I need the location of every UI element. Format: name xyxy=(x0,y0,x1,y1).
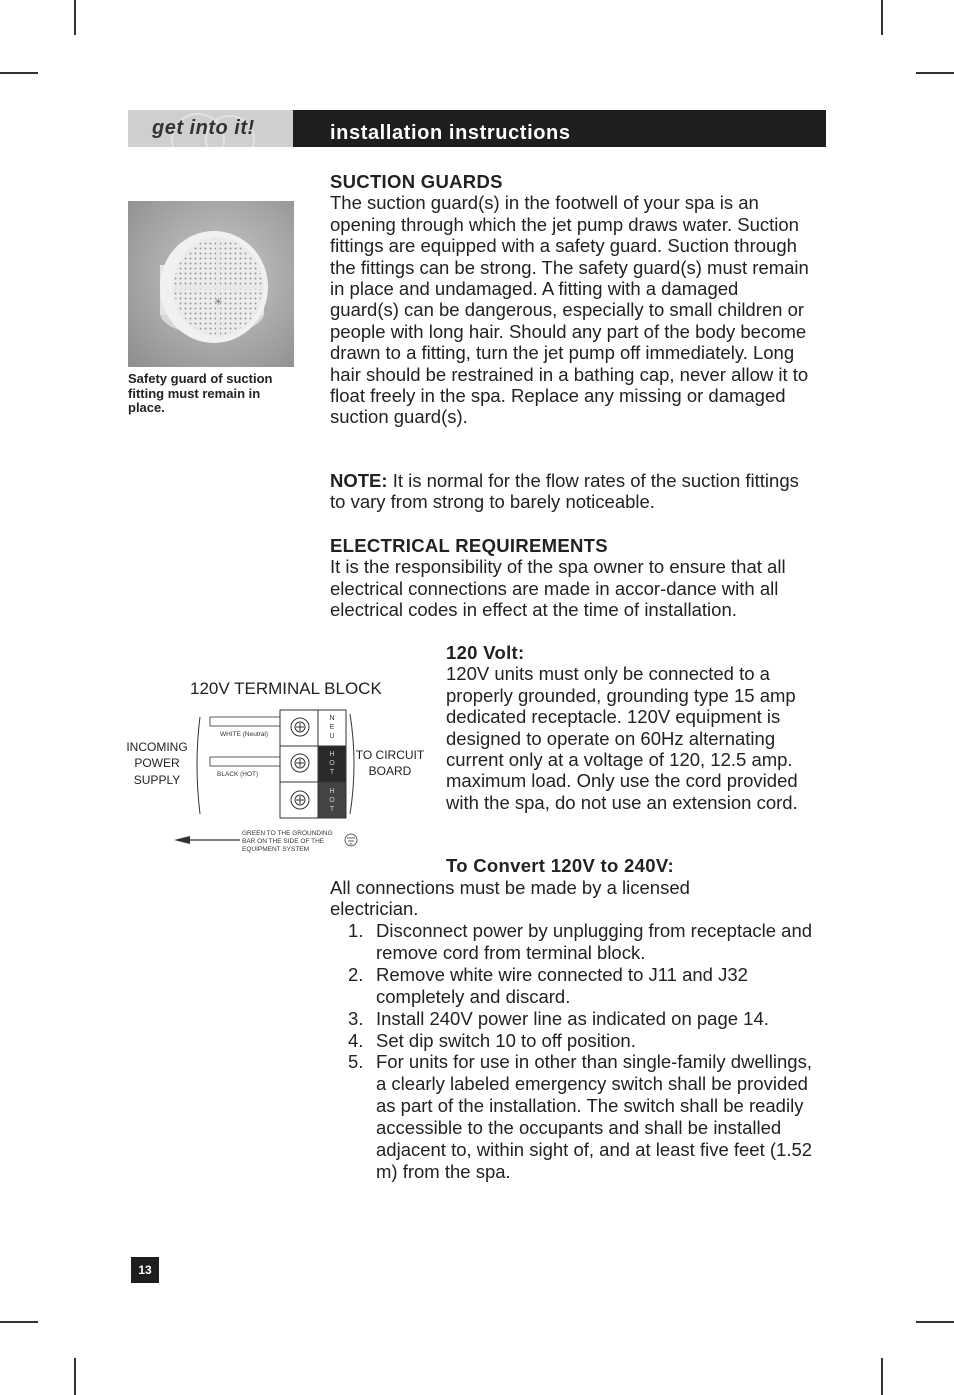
terminal-letter: T xyxy=(329,769,335,776)
terminal-letter: N xyxy=(329,715,335,722)
crop-mark xyxy=(74,0,76,35)
black-wire-label: BLACK (HOT) xyxy=(217,771,259,778)
volt120-section xyxy=(446,642,806,813)
crop-mark xyxy=(0,1321,38,1323)
diagram-title: 120V TERMINAL BLOCK xyxy=(190,679,382,698)
crop-mark xyxy=(916,1321,954,1323)
terminal-letter: H xyxy=(329,751,335,758)
terminal-letter: E xyxy=(329,724,335,731)
photo-caption: Safety guard of suction fitting must remain in place. xyxy=(128,371,273,415)
suction-guard-image xyxy=(128,201,294,367)
list-item xyxy=(330,1008,820,1030)
page-title: installation instructions xyxy=(330,122,571,144)
white-wire xyxy=(210,717,282,726)
page-title-bar xyxy=(293,110,826,147)
section-tag xyxy=(128,110,293,147)
ground-label: GREEN TO THE GROUNDING xyxy=(242,830,333,837)
note-label: NOTE: xyxy=(330,470,388,491)
note-text: It is normal for the flow rates of the suction fittings to vary from strong to barely noticeable. xyxy=(330,470,799,513)
screw-icon xyxy=(291,754,309,772)
ground-label: BAR ON THE SIDE OF THE xyxy=(242,838,325,845)
conversion-steps xyxy=(330,920,820,1183)
list-item xyxy=(330,1030,820,1052)
subsection-heading: 120 Volt: xyxy=(446,642,525,663)
suction-guards-section xyxy=(330,171,812,428)
crop-mark xyxy=(0,72,38,74)
subsection-heading: To Convert 120V to 240V: xyxy=(446,855,674,876)
note-section xyxy=(330,470,800,513)
step-number: 4. xyxy=(348,1029,364,1051)
step-number: 1. xyxy=(348,920,364,941)
section-heading: ELECTRICAL REQUIREMENTS xyxy=(330,535,608,556)
arrow-head-icon xyxy=(174,836,190,844)
black-wire xyxy=(210,757,282,766)
list-item xyxy=(330,964,820,1008)
step-text: Remove white wire connected to J11 and J32 completely and discard. xyxy=(376,963,748,1007)
to-board-label: TO CIRCUIT xyxy=(355,748,425,762)
step-number: 3. xyxy=(348,1007,364,1029)
paragraph: 120V units must only be connected to a properly grounded, grounding type 15 amp dedicated receptacle. 120V equipment is designed to operate on 60Hz alternating current only at a voltage of 120, 12.5 amp. maximum load. Only use the cord provided with the spa, do not use an extension cord. xyxy=(446,663,798,813)
step-text: Disconnect power by unplugging from receptacle and remove cord from terminal block. xyxy=(376,920,813,963)
incoming-label: POWER xyxy=(134,756,180,770)
page-number: 13 xyxy=(131,1257,159,1283)
terminal-letter: O xyxy=(329,760,335,767)
ground-symbol-icon xyxy=(345,834,357,846)
paragraph: All connections must be made by a licensed electrician. xyxy=(330,877,690,920)
step-number: 2. xyxy=(348,963,364,985)
step-text: For units for use in other than single-family dwellings, a clearly labeled emergency switch shall be provided as part of the installation. The switch shall be readily accessible to the occupants and shall be installed adjacent to, within sight of, and at least five feet (1.52 m) from the spa. xyxy=(376,1051,813,1182)
paragraph: The suction guard(s) in the footwell of your spa is an opening through which the jet pump draws water. Suction fittings are equipped with a safety guard. Suction through the fittings can be strong. The safety guard(s) must remain in place and undamaged. A fitting with a damaged guard(s) can be dangerous, especially to small children or people with long hair. Should any part of the body become drawn to a fitting, turn the jet pump off immediately. Long hair should be restrained in a bathing cap, never allow it to float freely in the spa. Replace any missing or damaged suction guard(s). xyxy=(330,192,809,428)
terminal-letter: H xyxy=(329,788,335,795)
step-text: Set dip switch 10 to off position. xyxy=(376,1029,636,1051)
screw-icon xyxy=(291,791,309,809)
terminal-letter: U xyxy=(329,733,335,740)
section-heading: SUCTION GUARDS xyxy=(330,171,503,192)
step-text: Install 240V power line as indicated on page 14. xyxy=(376,1007,769,1029)
screw-icon xyxy=(291,718,309,736)
convert-intro xyxy=(330,877,770,920)
section-tag-label: get into it! xyxy=(152,117,255,139)
note-paragraph xyxy=(330,470,800,513)
list-item xyxy=(330,920,820,964)
electrical-section xyxy=(330,535,800,621)
svg-text:✳: ✳ xyxy=(214,297,223,308)
crop-mark xyxy=(881,1358,883,1395)
convert-heading-block xyxy=(446,855,806,876)
crop-mark xyxy=(74,1358,76,1395)
list-item xyxy=(330,1051,820,1182)
suction-guard-photo xyxy=(128,201,294,367)
paragraph: It is the responsibility of the spa owner to ensure that all electrical connections are made in accor-dance with all electrical codes in effect at the time of installation. xyxy=(330,556,786,621)
crop-mark xyxy=(916,72,954,74)
terminal-letter: O xyxy=(329,797,335,804)
terminal-block-diagram xyxy=(122,672,432,862)
incoming-label: INCOMING xyxy=(126,740,188,754)
white-wire-label: WHITE (Neutral) xyxy=(220,731,269,738)
ground-label: EQUIPMENT SYSTEM xyxy=(242,846,310,853)
step-number: 5. xyxy=(348,1051,364,1073)
crop-mark xyxy=(881,0,883,35)
incoming-label: SUPPLY xyxy=(133,773,181,787)
to-board-label: BOARD xyxy=(368,764,412,778)
terminal-letter: T xyxy=(329,806,335,813)
